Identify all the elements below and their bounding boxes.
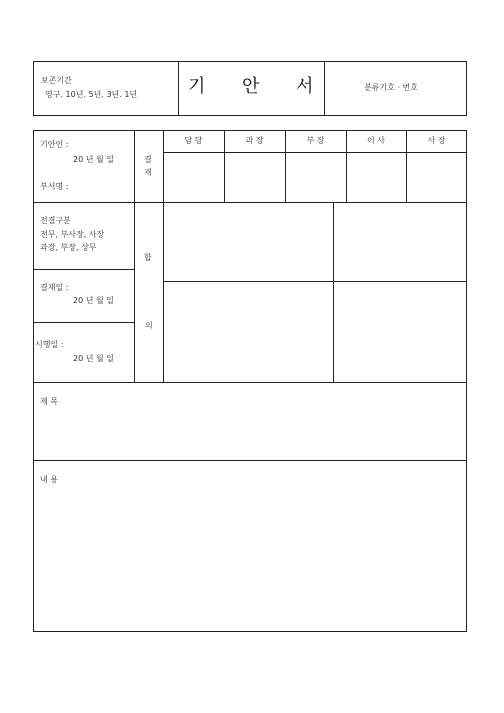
- content-label: 내 용: [40, 475, 58, 484]
- settlement-bottom-line: [33, 322, 134, 323]
- header-divider-1: [178, 61, 179, 116]
- form-box: [33, 130, 467, 632]
- enforcement-date-value: 20 년 월 일: [73, 354, 114, 363]
- delegation-line-1: 전무, 부사장, 사장: [40, 230, 105, 239]
- consult-label-bottom: 의: [145, 321, 153, 330]
- delegation-line-2: 과장, 부장, 상무: [40, 243, 97, 252]
- settlement-date-value: 20 년 월 일: [73, 296, 114, 305]
- delegation-bottom-line: [33, 269, 134, 270]
- enforcement-date-label: 시행일 :: [35, 340, 64, 349]
- approval-col-dept-head: 부 장: [306, 136, 325, 145]
- approval-section-bottom: [33, 202, 467, 203]
- label-column-divider: [163, 130, 164, 382]
- retention-period-values: 영구. 10년. 5년. 3년. 1년: [45, 90, 138, 99]
- approval-label-top: 결: [144, 155, 152, 164]
- consult-middle-line: [163, 281, 467, 282]
- approval-col-president: 사 장: [427, 136, 446, 145]
- content-top-line: [33, 460, 467, 461]
- department-label: 부서명 :: [40, 182, 69, 191]
- drafter-date: 20 년 월 일: [73, 155, 114, 164]
- subject-label: 제 목: [40, 397, 58, 406]
- approval-col-section-chief: 과 장: [245, 136, 264, 145]
- delegation-title: 전결구분: [40, 216, 71, 225]
- approval-label-bottom: 재: [144, 168, 152, 177]
- settlement-date-label: 결재일 :: [40, 283, 69, 292]
- approval-header-line: [163, 152, 467, 153]
- drafter-label: 기안인 :: [40, 140, 69, 149]
- approval-col-director: 이 사: [367, 136, 385, 145]
- document-title-char-1: 기: [188, 76, 206, 97]
- approval-col-staff: 담 당: [184, 136, 203, 145]
- retention-period-label: 보존기간: [41, 76, 72, 85]
- document-title-char-2: 안: [242, 76, 260, 97]
- consult-col-divider: [333, 202, 334, 382]
- header-divider-2: [324, 61, 325, 116]
- document-title-char-3: 서: [296, 76, 314, 97]
- consult-label-top: 합: [144, 253, 152, 262]
- subject-top-line: [33, 382, 467, 383]
- classification-number-label: 분류기호 · 번호: [364, 83, 418, 92]
- left-column-divider: [134, 130, 135, 382]
